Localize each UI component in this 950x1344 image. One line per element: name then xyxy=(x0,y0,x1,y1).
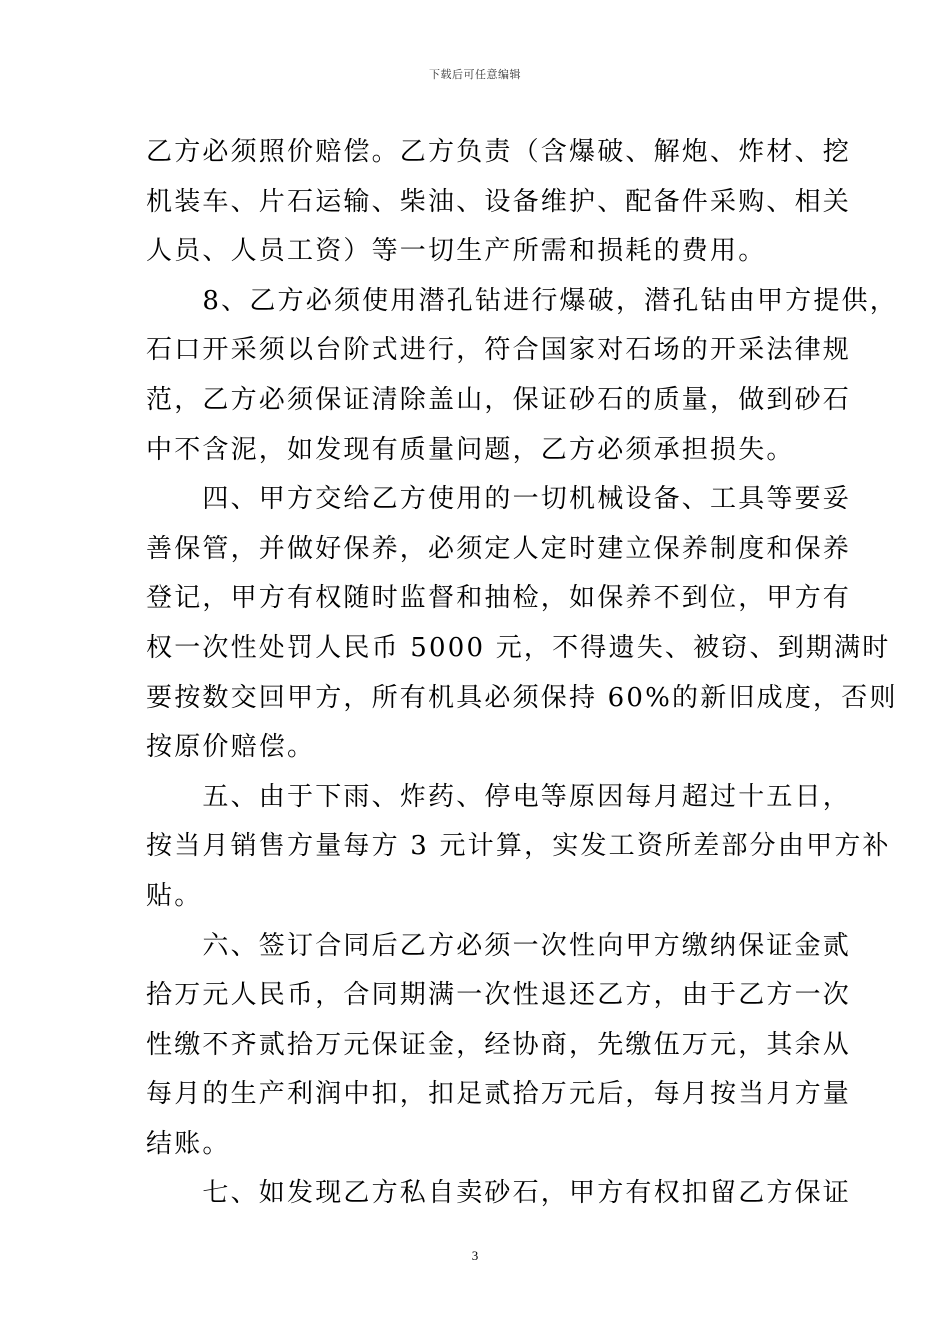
text-line: 拾万元人民币，合同期满一次性退还乙方，由于乙方一次 xyxy=(146,980,852,1011)
text-line: 善保管，并做好保养，必须定人定时建立保养制度和保养 xyxy=(146,533,852,564)
text-line: 权一次性处罚人民币 5000 元，不得遗失、被窃、到期满时 xyxy=(146,632,891,663)
text-line: 机装车、片石运输、柴油、设备维护、配备件采购、相关 xyxy=(146,186,852,217)
page-number: 3 xyxy=(471,1248,479,1263)
text-line: 五、由于下雨、炸药、停电等原因每月超过十五日， xyxy=(146,781,852,812)
text-line: 贴。 xyxy=(146,880,203,911)
text-line: 登记，甲方有权随时监督和抽检，如保养不到位，甲方有 xyxy=(146,583,852,614)
text-line: 每月的生产利润中扣，扣足贰拾万元后，每月按当月方量 xyxy=(146,1079,852,1110)
text-line: 六、签订合同后乙方必须一次性向甲方缴纳保证金贰 xyxy=(146,930,852,961)
text-line: 8、乙方必须使用潜孔钻进行爆破，潜孔钻由甲方提供， xyxy=(146,285,898,316)
text-line: 乙方必须照价赔偿。乙方负责（含爆破、解炮、炸材、挖 xyxy=(146,137,852,167)
text-line: 中不含泥，如发现有质量问题，乙方必须承担损失。 xyxy=(146,434,795,465)
text-line: 结账。 xyxy=(146,1128,231,1159)
text-line: 范，乙方必须保证清除盖山，保证砂石的质量，做到砂石 xyxy=(146,384,852,415)
document-body xyxy=(146,128,898,1219)
text-line: 性缴不齐贰拾万元保证金，经协商，先缴伍万元，其余从 xyxy=(146,1029,852,1060)
text-line: 七、如发现乙方私自卖砂石，甲方有权扣留乙方保证 xyxy=(146,1178,852,1209)
text-line: 要按数交回甲方，所有机具必须保持 60%的新旧成度，否则 xyxy=(146,682,898,713)
text-line: 四、甲方交给乙方使用的一切机械设备、工具等要妥 xyxy=(146,484,852,515)
text-line: 按当月销售方量每方 3 元计算，实发工资所差部分由甲方补 xyxy=(146,831,891,862)
text-line: 按原价赔偿。 xyxy=(146,732,316,763)
text-line: 人员、人员工资）等一切生产所需和损耗的费用。 xyxy=(146,236,767,267)
page-header: 下载后可任意编辑 xyxy=(429,68,521,81)
text-line: 石口开采须以台阶式进行，符合国家对石场的开采法律规 xyxy=(146,335,852,366)
